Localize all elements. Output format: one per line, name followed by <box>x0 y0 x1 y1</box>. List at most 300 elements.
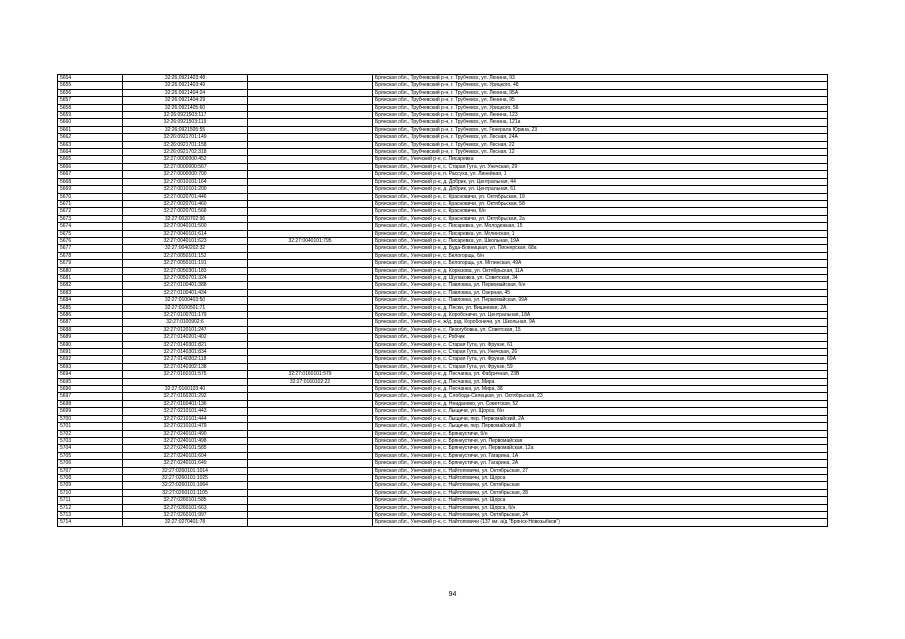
cadastral-number-cell: 32:27:0020702:96 <box>123 215 248 222</box>
address-cell: Брянская обл., Унечский р-н, с. Писаревка <box>373 156 828 163</box>
table-row <box>58 245 828 252</box>
address-cell: Брянская обл., Унечский р-н, с. Павловка, ул. Первомайская, б/н <box>373 282 828 289</box>
table-row <box>58 445 828 452</box>
address-cell: Брянская обл., Унечский р-н, д. Неиданово, ул. Советская, 52 <box>373 400 828 407</box>
row-number-cell: 5694 <box>58 371 123 378</box>
cadastral-number-cell: 32:27:0000000:700 <box>123 171 248 178</box>
linked-cadastral-number-cell <box>248 460 373 467</box>
table-row <box>58 511 828 518</box>
cadastral-number-cell: 32:26:0921503:117 <box>123 112 248 119</box>
address-cell: Брянская обл., Унечский р-н, с. Найтоповичи, ул. Октябрьская, 24 <box>373 511 828 518</box>
row-number-cell: 5674 <box>58 223 123 230</box>
table-row <box>58 349 828 356</box>
address-cell: Брянская обл., Унечский р-н, д. Шулаковка, ул. Советская, 34 <box>373 274 828 281</box>
cadastral-number-cell: 32:27:0260101:1105 <box>123 489 248 496</box>
address-cell: Брянская обл., Унечский р-н, с. Найтоповичи, ул. Щорса <box>373 474 828 481</box>
cadastral-number-cell: 32:27:0040101:614 <box>123 230 248 237</box>
page-number: 94 <box>448 591 457 598</box>
address-cell: Брянская обл., Унечский р-н, д. Коробоничи, ул. Центральная, 18А <box>373 312 828 319</box>
table-row <box>58 230 828 237</box>
row-number-cell: 5701 <box>58 423 123 430</box>
cadastral-number-cell: 32:27:0100701:179 <box>123 312 248 319</box>
cadastral-number-cell: 32:26:0921405:60 <box>123 104 248 111</box>
cadastral-number-cell: 32:26:0921701:158 <box>123 141 248 148</box>
row-number-cell: 5683 <box>58 289 123 296</box>
address-cell: Брянская обл., Трубчевский р-н, г. Трубчевск, ул. Урицкого, 56 <box>373 104 828 111</box>
row-number-cell: 5673 <box>58 215 123 222</box>
table-row <box>58 274 828 281</box>
cadastral-number-cell: 32:27:0210101:443 <box>123 408 248 415</box>
linked-cadastral-number-cell <box>248 126 373 133</box>
row-number-cell: 5658 <box>58 104 123 111</box>
row-number-cell: 5680 <box>58 267 123 274</box>
cadastral-number-cell: 32:27:0160401:136 <box>123 400 248 407</box>
table-row <box>58 141 828 148</box>
cadastral-number-cell: 32:26:0921505:55 <box>123 126 248 133</box>
linked-cadastral-number-cell <box>248 474 373 481</box>
address-cell: Брянская обл., Унечский р-н, с. Старая Гута, ул. Фрунзе, 61 <box>373 341 828 348</box>
address-cell: Брянская обл., Унечский р-н, д. Песчанка, ул. Мира <box>373 378 828 385</box>
registry-table-body <box>58 75 828 527</box>
cadastral-number-cell: 32:27:0140302:118 <box>123 356 248 363</box>
address-cell: Брянская обл., Унечский р-н, с. Старая Гута, ул. Фрунзе, 69А <box>373 356 828 363</box>
cadastral-number-cell: 32:27:0050701:324 <box>123 274 248 281</box>
linked-cadastral-number-cell <box>248 326 373 333</box>
cadastral-number-cell: 32:26:0921701:149 <box>123 134 248 141</box>
linked-cadastral-number-cell <box>248 171 373 178</box>
linked-cadastral-number-cell <box>248 223 373 230</box>
address-cell: Брянская обл., Унечский р-н, с. Найтоповичи (137 км. а/д "Брянск-Новозыбков") <box>373 519 828 526</box>
linked-cadastral-number-cell <box>248 89 373 96</box>
cadastral-number-cell: 32:27:0260101:1025 <box>123 474 248 481</box>
cadastral-number-cell: 32:27:0260101:997 <box>123 511 248 518</box>
row-number-cell: 5695 <box>58 378 123 385</box>
cadastral-number-cell: 32:27:0100403:50 <box>123 297 248 304</box>
address-cell: Брянская обл., Унечский р-н, д. Добрик, ул. Центральная, 44 <box>373 178 828 185</box>
linked-cadastral-number-cell <box>248 156 373 163</box>
address-cell: Брянская обл., Унечский р-н, с. Брянкустичи, б/н <box>373 430 828 437</box>
cadastral-number-cell: 32:27:0140302:138 <box>123 363 248 370</box>
linked-cadastral-number-cell <box>248 208 373 215</box>
cadastral-number-cell: 32:27:0240101:498 <box>123 437 248 444</box>
linked-cadastral-number-cell <box>248 252 373 259</box>
cadastral-number-cell: 32:27:0040202:32 <box>123 245 248 252</box>
cadastral-number-cell: 32:26:0921403:48 <box>123 75 248 82</box>
linked-cadastral-number-cell <box>248 489 373 496</box>
cadastral-number-cell: 32:27:0210101:444 <box>123 415 248 422</box>
address-cell: Брянская обл., Унечский р-н, п. Рассуха, ул. Линейная, 1 <box>373 171 828 178</box>
address-cell: Брянская обл., Унечский р-н, с. Робчик <box>373 334 828 341</box>
table-row <box>58 112 828 119</box>
row-number-cell: 5709 <box>58 482 123 489</box>
table-row <box>58 408 828 415</box>
table-row <box>58 371 828 378</box>
row-number-cell: 5705 <box>58 452 123 459</box>
linked-cadastral-number-cell <box>248 467 373 474</box>
address-cell: Брянская обл., Трубчевский р-н, г. Трубчевск, ул. Урицкого, 48 <box>373 82 828 89</box>
row-number-cell: 5708 <box>58 474 123 481</box>
linked-cadastral-number-cell <box>248 341 373 348</box>
address-cell: Брянская обл., Унечский р-н, с. Красновичи, б/н <box>373 208 828 215</box>
table-row <box>58 267 828 274</box>
linked-cadastral-number-cell <box>248 112 373 119</box>
cadastral-number-cell: 32:27:0260101:1064 <box>123 482 248 489</box>
cadastral-number-cell: 32:27:0240101:649 <box>123 460 248 467</box>
linked-cadastral-number-cell <box>248 245 373 252</box>
address-cell: Брянская обл., Трубчевский р-н, г. Трубчевск, ул. Лесная, 24А <box>373 134 828 141</box>
cadastral-number-cell: 32:27:0050101:191 <box>123 260 248 267</box>
linked-cadastral-number-cell <box>248 519 373 526</box>
table-row <box>58 237 828 244</box>
table-row <box>58 430 828 437</box>
linked-cadastral-number-cell: 32:27:0160101:579 <box>248 371 373 378</box>
cadastral-number-cell: 32:27:0100401:388 <box>123 282 248 289</box>
row-number-cell: 5714 <box>58 519 123 526</box>
row-number-cell: 5697 <box>58 393 123 400</box>
address-cell: Брянская обл., Унечский р-н, с. Павловка, ул. Озерная, 45 <box>373 289 828 296</box>
linked-cadastral-number-cell <box>248 334 373 341</box>
table-row <box>58 400 828 407</box>
table-row <box>58 334 828 341</box>
row-number-cell: 5688 <box>58 326 123 333</box>
row-number-cell: 5704 <box>58 445 123 452</box>
table-row <box>58 297 828 304</box>
row-number-cell: 5689 <box>58 334 123 341</box>
table-row <box>58 97 828 104</box>
table-row <box>58 497 828 504</box>
linked-cadastral-number-cell <box>248 393 373 400</box>
row-number-cell: 5682 <box>58 282 123 289</box>
address-cell: Брянская обл., Унечский р-н, с. Найтоповичи, ул. Щорса, б/н <box>373 504 828 511</box>
cadastral-number-cell: 32:26:0921404:24 <box>123 89 248 96</box>
table-row <box>58 386 828 393</box>
table-row <box>58 415 828 422</box>
linked-cadastral-number-cell <box>248 356 373 363</box>
table-row <box>58 163 828 170</box>
cadastral-number-cell: 32:27:0210101:479 <box>123 423 248 430</box>
row-number-cell: 5668 <box>58 178 123 185</box>
table-row <box>58 260 828 267</box>
table-row <box>58 104 828 111</box>
row-number-cell: 5671 <box>58 200 123 207</box>
cadastral-number-cell: 32:27:0010101:164 <box>123 178 248 185</box>
cadastral-number-cell: 32:27:0160103:40 <box>123 386 248 393</box>
cadastral-number-cell: 32:26:0921403:49 <box>123 82 248 89</box>
row-number-cell: 5690 <box>58 341 123 348</box>
row-number-cell: 5670 <box>58 193 123 200</box>
row-number-cell: 5692 <box>58 356 123 363</box>
address-cell: Брянская обл., Унечский р-н, с. Старая Гута, ул. Фрунзе, 59 <box>373 363 828 370</box>
table-row <box>58 304 828 311</box>
address-cell: Брянская обл., Трубчевский р-н, г. Трубчевск, ул. Ленина, 121а <box>373 119 828 126</box>
cadastral-number-cell: 32:27:0040101:623 <box>123 237 248 244</box>
table-row <box>58 319 828 326</box>
linked-cadastral-number-cell: 32:27:0040101:795 <box>248 237 373 244</box>
cadastral-number-cell: 32:27:0020701:460 <box>123 200 248 207</box>
linked-cadastral-number-cell <box>248 282 373 289</box>
table-row <box>58 223 828 230</box>
address-cell: Брянская обл., Трубчевский р-н, г. Трубчевск, ул. Лесная, 12 <box>373 149 828 156</box>
address-cell: Брянская обл., Трубчевский р-н, г. Трубчевск, ул. Генерала Юрина, 23 <box>373 126 828 133</box>
linked-cadastral-number-cell <box>248 119 373 126</box>
linked-cadastral-number-cell <box>248 452 373 459</box>
address-cell: Брянская обл., Трубчевский р-н, г. Трубчевск, ул. Ленина, 93 <box>373 75 828 82</box>
linked-cadastral-number-cell <box>248 82 373 89</box>
linked-cadastral-number-cell <box>248 289 373 296</box>
address-cell: Брянская обл., Унечский р-н, с. Павловка, ул. Первомайская, 99А <box>373 297 828 304</box>
linked-cadastral-number-cell <box>248 297 373 304</box>
linked-cadastral-number-cell <box>248 141 373 148</box>
cadastral-number-cell: 32:26:0921503:119 <box>123 119 248 126</box>
address-cell: Брянская обл., Трубчевский р-н, г. Трубчевск, ул. Лесная, 22 <box>373 141 828 148</box>
cadastral-number-cell: 32:27:0270401:78 <box>123 519 248 526</box>
table-row <box>58 75 828 82</box>
table-row <box>58 423 828 430</box>
table-row <box>58 178 828 185</box>
row-number-cell: 5711 <box>58 497 123 504</box>
cadastral-number-cell: 32:27:0050301:183 <box>123 267 248 274</box>
row-number-cell: 5702 <box>58 430 123 437</box>
address-cell: Брянская обл., Унечский р-н, с. Лизогубовка, ул. Советская, 15 <box>373 326 828 333</box>
row-number-cell: 5655 <box>58 82 123 89</box>
table-row <box>58 437 828 444</box>
cadastral-number-cell: 32:27:0140201:402 <box>123 334 248 341</box>
cadastral-number-cell: 32:27:0120101:247 <box>123 326 248 333</box>
linked-cadastral-number-cell <box>248 430 373 437</box>
address-cell: Брянская обл., Унечский р-н, с. Найтоповичи, ул. Щорса <box>373 497 828 504</box>
linked-cadastral-number-cell <box>248 134 373 141</box>
linked-cadastral-number-cell <box>248 482 373 489</box>
linked-cadastral-number-cell <box>248 423 373 430</box>
table-row <box>58 482 828 489</box>
address-cell: Брянская обл., Унечский р-н, с. Красновичи, ул. Октябрьская, 19 <box>373 193 828 200</box>
cadastral-number-cell: 32:27:0160101:575 <box>123 371 248 378</box>
address-cell: Брянская обл., Унечский р-н, с. Лыщичи, пер. Первомайский, 2А <box>373 415 828 422</box>
linked-cadastral-number-cell <box>248 104 373 111</box>
row-number-cell: 5686 <box>58 312 123 319</box>
linked-cadastral-number-cell <box>248 230 373 237</box>
address-cell: Брянская обл., Унечский р-н, д. Песчанка, ул. Фабричная, 23В <box>373 371 828 378</box>
linked-cadastral-number-cell <box>248 186 373 193</box>
linked-cadastral-number-cell <box>248 400 373 407</box>
row-number-cell: 5693 <box>58 363 123 370</box>
row-number-cell: 5672 <box>58 208 123 215</box>
row-number-cell: 5712 <box>58 504 123 511</box>
table-row <box>58 193 828 200</box>
cadastral-number-cell: 32:27:0240101:585 <box>123 445 248 452</box>
linked-cadastral-number-cell <box>248 163 373 170</box>
row-number-cell: 5663 <box>58 141 123 148</box>
row-number-cell: 5656 <box>58 89 123 96</box>
linked-cadastral-number-cell <box>248 349 373 356</box>
row-number-cell: 5664 <box>58 149 123 156</box>
row-number-cell: 5677 <box>58 245 123 252</box>
row-number-cell: 5699 <box>58 408 123 415</box>
cadastral-number-cell: 32:27:0100902:6 <box>123 319 248 326</box>
linked-cadastral-number-cell <box>248 497 373 504</box>
address-cell: Брянская обл., Унечский р-н, с. Писаревка, ул. Мглинская, 1 <box>373 230 828 237</box>
cadastral-number-cell: 32:27:0010101:200 <box>123 186 248 193</box>
cadastral-number-cell: 32:27:0100501:71 <box>123 304 248 311</box>
linked-cadastral-number-cell <box>248 97 373 104</box>
table-row <box>58 282 828 289</box>
table-row <box>58 134 828 141</box>
address-cell: Брянская обл., Унечский р-н, д. Буда-Вовницкая, ул. Пионерская, 68а <box>373 245 828 252</box>
table-row <box>58 149 828 156</box>
row-number-cell: 5667 <box>58 171 123 178</box>
address-cell: Брянская обл., Унечский р-н, с. Старая Гута, ул. Унечская, 29 <box>373 163 828 170</box>
table-row <box>58 504 828 511</box>
linked-cadastral-number-cell <box>248 193 373 200</box>
table-row <box>58 215 828 222</box>
linked-cadastral-number-cell <box>248 386 373 393</box>
row-number-cell: 5669 <box>58 186 123 193</box>
address-cell: Брянская обл., Трубчевский р-н, г. Трубчевск, ул. Ленина, 123 <box>373 112 828 119</box>
row-number-cell: 5676 <box>58 237 123 244</box>
linked-cadastral-number-cell <box>248 260 373 267</box>
table-row <box>58 489 828 496</box>
cadastral-number-cell: 32:27:0020701:568 <box>123 208 248 215</box>
linked-cadastral-number-cell <box>248 200 373 207</box>
address-cell: Брянская обл., Унечский р-н, с. Лыщичи, ул. Щорса, б/н <box>373 408 828 415</box>
address-cell: Брянская обл., Унечский р-н, с. Писаревка, ул. Молодежная, 15 <box>373 223 828 230</box>
row-number-cell: 5661 <box>58 126 123 133</box>
table-row <box>58 519 828 526</box>
row-number-cell: 5659 <box>58 112 123 119</box>
cadastral-number-cell: 32:27:0100401:434 <box>123 289 248 296</box>
row-number-cell: 5700 <box>58 415 123 422</box>
table-row <box>58 393 828 400</box>
table-row <box>58 326 828 333</box>
linked-cadastral-number-cell <box>248 274 373 281</box>
linked-cadastral-number-cell <box>248 415 373 422</box>
table-row <box>58 82 828 89</box>
linked-cadastral-number-cell <box>248 149 373 156</box>
row-number-cell: 5662 <box>58 134 123 141</box>
row-number-cell: 5698 <box>58 400 123 407</box>
address-cell: Брянская обл., Унечский р-н, с. Красновичи, ул. Октябрьская, 2а <box>373 215 828 222</box>
cadastral-number-cell: 32:27:0020701:446 <box>123 193 248 200</box>
address-cell: Брянская обл., Унечский р-н, с. Красновичи, ул. Октябрьская, 58 <box>373 200 828 207</box>
address-cell: Брянская обл., Унечский р-н, с. Найтоповичи, ул. Октябрьская <box>373 482 828 489</box>
address-cell: Брянская обл., Унечский р-н, ж/д. рзд. Коробоничи, ул. Школьная, 9А <box>373 319 828 326</box>
cadastral-number-cell: 32:27:0160201:292 <box>123 393 248 400</box>
table-row <box>58 208 828 215</box>
cadastral-number-cell: 32:27:0260101:1014 <box>123 467 248 474</box>
address-cell: Брянская обл., Трубчевский р-н, г. Трубчевск, ул. Ленина, 95А <box>373 89 828 96</box>
linked-cadastral-number-cell <box>248 511 373 518</box>
address-cell: Брянская обл., Унечский р-н, д. Песчанка, ул. Мира, 38 <box>373 386 828 393</box>
linked-cadastral-number-cell <box>248 363 373 370</box>
address-cell: Брянская обл., Унечский р-н, с. Лыщичи, пер. Первомайский, 8 <box>373 423 828 430</box>
row-number-cell: 5684 <box>58 297 123 304</box>
address-cell: Брянская обл., Унечский р-н, с. Найтоповичи, ул. Октябрьская, 27 <box>373 467 828 474</box>
cadastral-number-cell: 32:27:0000000:567 <box>123 163 248 170</box>
row-number-cell: 5666 <box>58 163 123 170</box>
linked-cadastral-number-cell <box>248 319 373 326</box>
linked-cadastral-number-cell <box>248 267 373 274</box>
cadastral-number-cell: 32:27:0240101:490 <box>123 430 248 437</box>
row-number-cell: 5685 <box>58 304 123 311</box>
table-row <box>58 156 828 163</box>
linked-cadastral-number-cell <box>248 445 373 452</box>
table-row <box>58 341 828 348</box>
row-number-cell: 5691 <box>58 349 123 356</box>
address-cell: Брянская обл., Унечский р-н, с. Писаревка, ул. Школьная, 19А <box>373 237 828 244</box>
address-cell: Брянская обл., Унечский р-н, д. Корюзова, ул. Октябрьская, 11А <box>373 267 828 274</box>
linked-cadastral-number-cell <box>248 312 373 319</box>
table-row <box>58 200 828 207</box>
table-row <box>58 460 828 467</box>
cadastral-number-cell: 32:27:0140301:821 <box>123 341 248 348</box>
cadastral-number-cell: 32:27:0240101:604 <box>123 452 248 459</box>
address-cell: Брянская обл., Унечский р-н, с. Брянкустичи, ул. Первомайская <box>373 437 828 444</box>
table-row <box>58 467 828 474</box>
row-number-cell: 5710 <box>58 489 123 496</box>
table-row <box>58 356 828 363</box>
address-cell: Брянская обл., Унечский р-н, с. Брянкустичи, ул. Гагарина, 2А <box>373 460 828 467</box>
cadastral-number-cell: 32:26:0921404:29 <box>123 97 248 104</box>
table-row <box>58 452 828 459</box>
address-cell: Брянская обл., Унечский р-н, с. Белогорщь, ул. Мглинская, 49А <box>373 260 828 267</box>
linked-cadastral-number-cell <box>248 215 373 222</box>
cadastral-number-cell: 32:27:0140301:834 <box>123 349 248 356</box>
linked-cadastral-number-cell <box>248 75 373 82</box>
address-cell: Брянская обл., Унечский р-н, с. Найтоповичи, ул. Октябрьская, 28 <box>373 489 828 496</box>
cadastral-number-cell: 32:27:0000000:452 <box>123 156 248 163</box>
table-row <box>58 289 828 296</box>
address-cell: Брянская обл., Унечский р-н, д. Добрик, ул. Центральная, 61 <box>373 186 828 193</box>
cadastral-number-cell: 32:27:0050101:152 <box>123 252 248 259</box>
registry-table <box>57 74 828 527</box>
table-row <box>58 171 828 178</box>
row-number-cell: 5675 <box>58 230 123 237</box>
row-number-cell: 5665 <box>58 156 123 163</box>
table-row <box>58 119 828 126</box>
linked-cadastral-number-cell <box>248 408 373 415</box>
cadastral-number-cell: 32:27:0260101:663 <box>123 504 248 511</box>
address-cell: Брянская обл., Унечский р-н, д. Пески, ул. Вишневая, 2А <box>373 304 828 311</box>
row-number-cell: 5654 <box>58 75 123 82</box>
table-row <box>58 126 828 133</box>
cadastral-number-cell: 32:27:0040101:500 <box>123 223 248 230</box>
cadastral-number-cell: 32:26:0921702:318 <box>123 149 248 156</box>
address-cell: Брянская обл., Унечский р-н, с. Белогорщь, б/н <box>373 252 828 259</box>
cadastral-number-cell: 32:27:0260101:585 <box>123 497 248 504</box>
address-cell: Брянская обл., Унечский р-н, с. Брянкустичи, ул. Гагарина, 1А <box>373 452 828 459</box>
table-row <box>58 186 828 193</box>
table-row <box>58 312 828 319</box>
linked-cadastral-number-cell <box>248 178 373 185</box>
table-row <box>58 89 828 96</box>
table-row <box>58 474 828 481</box>
row-number-cell: 5660 <box>58 119 123 126</box>
row-number-cell: 5678 <box>58 252 123 259</box>
linked-cadastral-number-cell <box>248 437 373 444</box>
row-number-cell: 5681 <box>58 274 123 281</box>
row-number-cell: 5657 <box>58 97 123 104</box>
table-row <box>58 252 828 259</box>
row-number-cell: 5703 <box>58 437 123 444</box>
row-number-cell: 5707 <box>58 467 123 474</box>
address-cell: Брянская обл., Унечский р-н, с. Брянкустичи, ул. Первомайская, 12а <box>373 445 828 452</box>
row-number-cell: 5679 <box>58 260 123 267</box>
table-row <box>58 363 828 370</box>
address-cell: Брянская обл., Унечский р-н, д. Слобода-Селецкая, ул. Октябрьская, 23 <box>373 393 828 400</box>
row-number-cell: 5696 <box>58 386 123 393</box>
table-row <box>58 378 828 385</box>
linked-cadastral-number-cell <box>248 504 373 511</box>
